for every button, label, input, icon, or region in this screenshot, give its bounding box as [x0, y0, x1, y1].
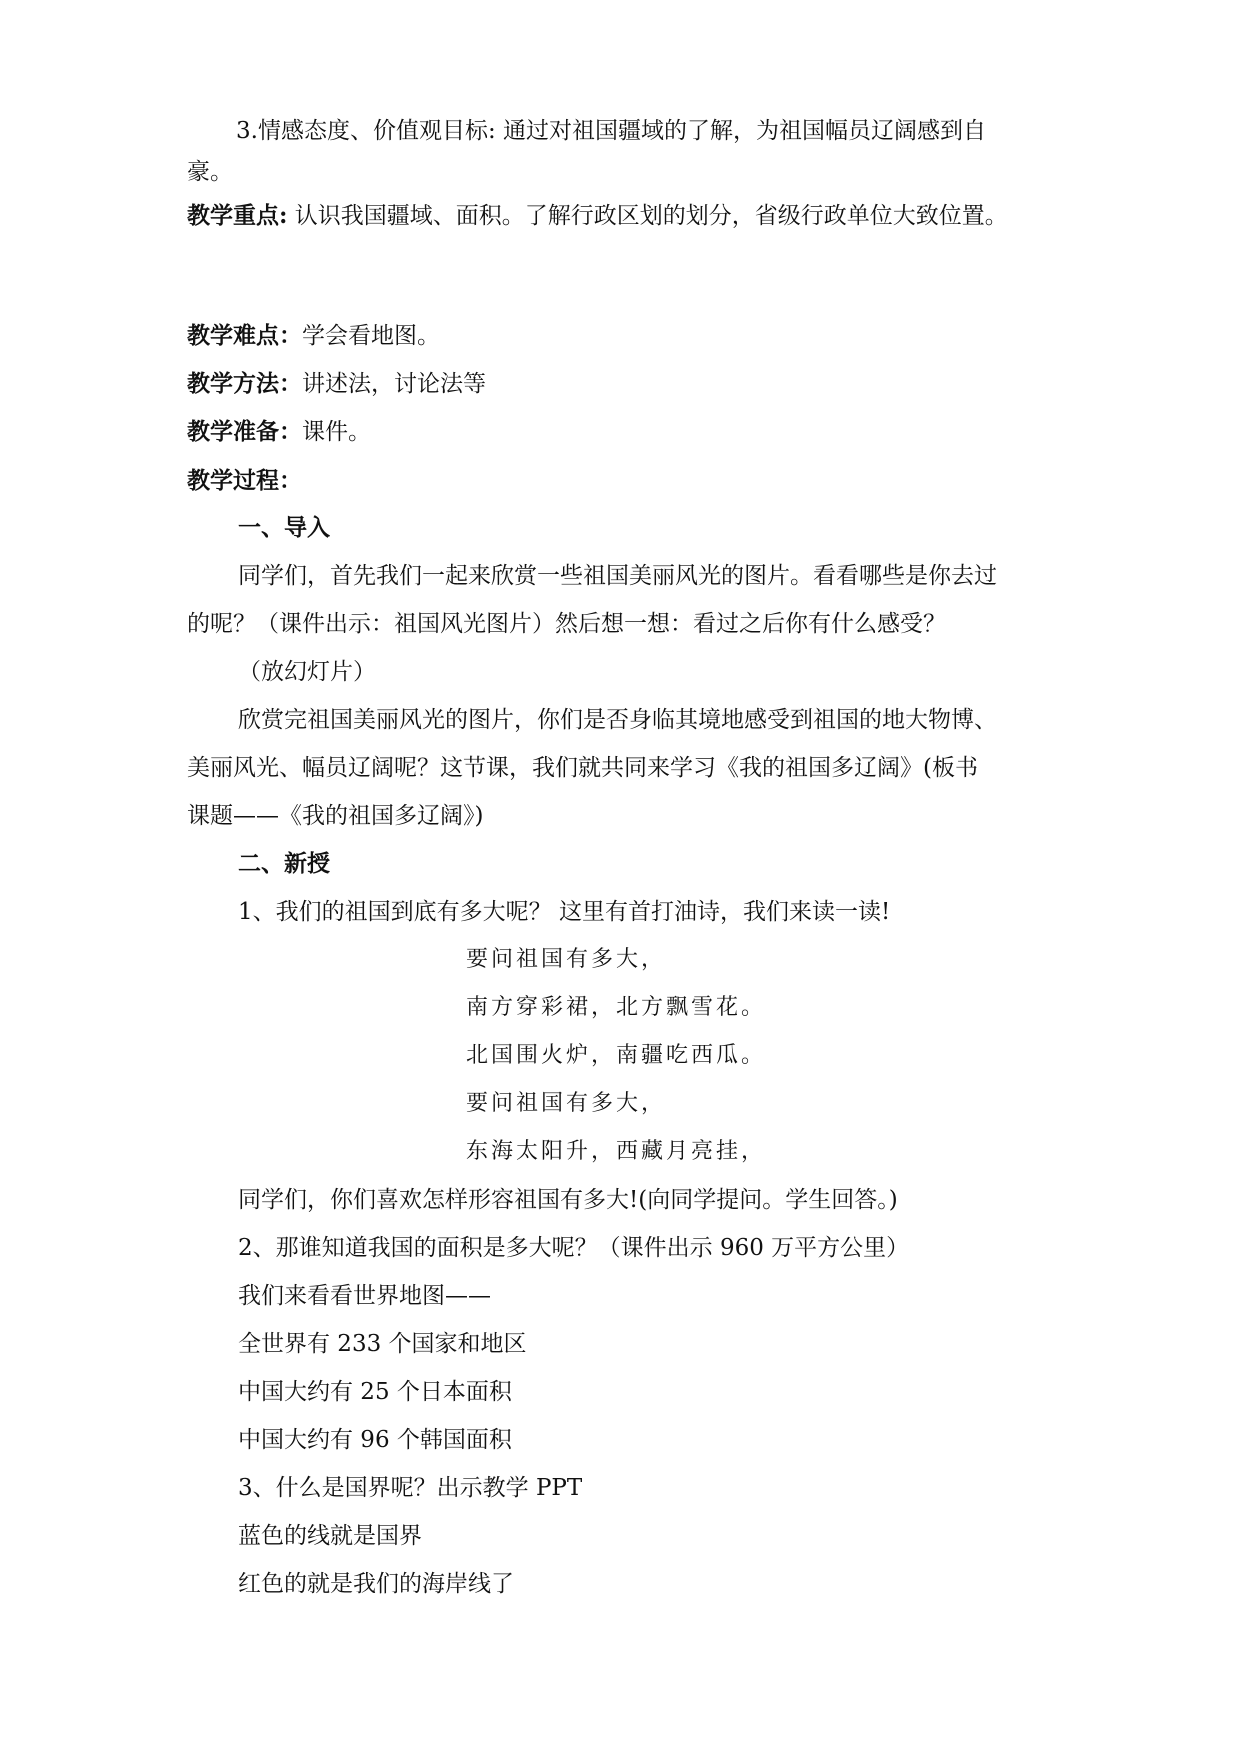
- difficulty-line: [0, 321, 1241, 351]
- objective-affective-line1: 3.情感态度、价值观目标: 通过对祖国疆域的了解，为祖国幅员辽阔感到自: [236, 118, 987, 144]
- section1-paragraph-line2: 的呢？（课件出示：祖国风光图片）然后想一想：看过之后你有什么感受？: [187, 611, 946, 637]
- poem-line: 南方穿彩裙，北方飘雪花。: [466, 995, 767, 1020]
- preparation-label: 教学准备：: [187, 418, 302, 445]
- border-line-note: 蓝色的线就是国界: [238, 1523, 422, 1549]
- poem-line: 北国围火炉，南疆吃西瓜。: [466, 1043, 767, 1068]
- key-points-text: 认识我国疆域、面积。了解行政区划的划分，省级行政单位大致位置。: [287, 203, 1008, 229]
- section1-paragraph-line6: 课题——《我的祖国多辽阔》): [187, 803, 484, 829]
- section1-title: 一、导入: [238, 514, 330, 541]
- fact-japan: 中国大约有 25 个日本面积: [238, 1379, 512, 1405]
- methods-label: 教学方法：: [187, 370, 302, 397]
- world-map-intro: 我们来看看世界地图——: [238, 1283, 491, 1309]
- preparation-line: [0, 417, 1241, 447]
- section2-title: 二、新授: [238, 850, 330, 877]
- objective-affective-line2: 豪。: [187, 159, 233, 185]
- question-1: 1、我们的祖国到底有多大呢？ 这里有首打油诗，我们来读一读!: [238, 899, 891, 925]
- poem-line: 要问祖国有多大，: [466, 947, 667, 972]
- methods-text: 讲述法，讨论法等: [302, 371, 486, 397]
- key-points-label: 教学重点:: [187, 202, 288, 229]
- methods-line: [0, 369, 1241, 399]
- fact-countries: 全世界有 233 个国家和地区: [238, 1331, 527, 1357]
- section1-paragraph-line4: 欣赏完祖国美丽风光的图片，你们是否身临其境地感受到祖国的地大物博、: [238, 707, 997, 733]
- difficulty-text: 学会看地图。: [302, 323, 440, 349]
- section1-paragraph-line5: 美丽风光、幅员辽阔呢？这节课，我们就共同来学习《我的祖国多辽阔》(板书: [187, 755, 978, 781]
- coastline-note: 红色的就是我们的海岸线了: [238, 1571, 514, 1597]
- fact-korea: 中国大约有 96 个韩国面积: [238, 1427, 512, 1453]
- question-2: 2、那谁知道我国的面积是多大呢？（课件出示 960 万平方公里）: [238, 1235, 910, 1261]
- difficulty-label: 教学难点：: [187, 322, 302, 349]
- process-heading: 教学过程：: [187, 467, 302, 494]
- question-3: 3、什么是国界呢？出示教学 PPT: [238, 1475, 583, 1501]
- poem-line: 要问祖国有多大，: [466, 1091, 667, 1116]
- preparation-text: 课件。: [302, 419, 371, 445]
- after-poem-prompt: 同学们，你们喜欢怎样形容祖国有多大!(向同学提问。学生回答。): [238, 1187, 898, 1213]
- slideshow-note: （放幻灯片）: [238, 659, 376, 685]
- key-points-line: [0, 201, 1241, 231]
- section1-paragraph-line1: 同学们，首先我们一起来欣赏一些祖国美丽风光的图片。看看哪些是你去过: [238, 563, 997, 589]
- poem-line: 东海太阳升，西藏月亮挂，: [466, 1139, 767, 1164]
